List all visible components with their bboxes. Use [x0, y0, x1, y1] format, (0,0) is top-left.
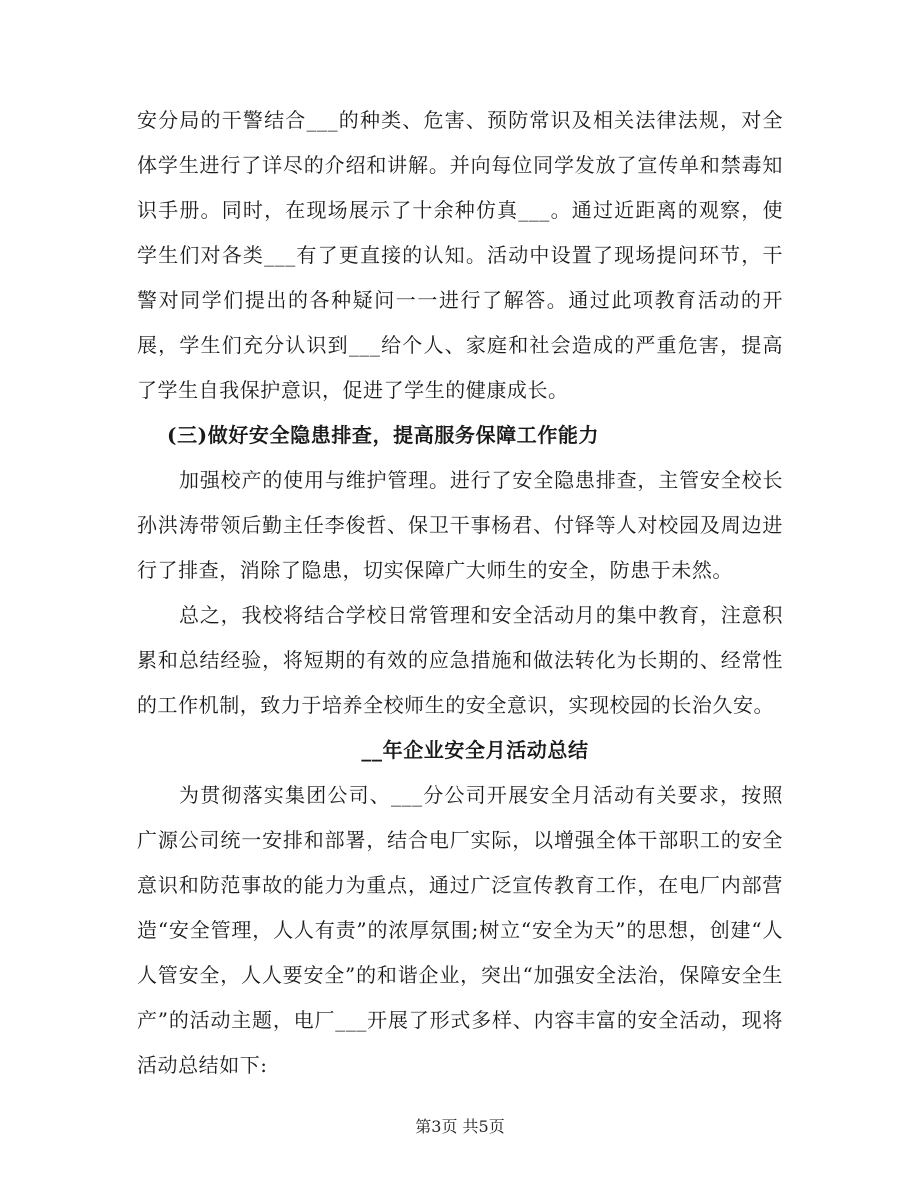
paragraph-conclusion: 总之，我校将结合学校日常管理和安全活动月的集中教育，注意积累和总结经验，将短期的有效的应急措施和做法转化为长期的、经常性的工作机制，致力于培养全校师生的安全意识，实现校园的长治久安。 — [137, 603, 783, 717]
document-title-enterprise-safety-month: __年企业安全月活动总结 — [361, 738, 589, 762]
document-body — [137, 98, 783, 1088]
page-number-footer: 第3页 共5页 — [415, 1117, 505, 1136]
section-heading-safety-inspection: (三)做好安全隐患排查，提高服务保障工作能力 — [167, 423, 600, 447]
paragraph-safety-inspection: 加强校产的使用与维护管理。进行了安全隐患排查，主管安全校长孙洪涛带领后勤主任李俊哲、保卫干事杨君、付铎等人对校园及周边进行了排查，消除了隐患，切实保障广大师生的安全，防患于未然。 — [137, 468, 783, 582]
paragraph-drug-education: 安分局的干警结合___的种类、危害、预防常识及相关法律法规，对全体学生进行了详尽的介绍和讲解。并向每位同学发放了宣传单和禁毒知识手册。同时，在现场展示了十余种仿真___。通过近距离的观察，使学生们对各类___有了更直接的认知。活动中设置了现场提问环节，干警对同学们提出的各种疑问一一进行了解答。通过此项教育活动的开展，学生们充分认识到___给个人、家庭和社会造成的严重危害，提高了学生自我保护意识，促进了学生的健康成长。 — [137, 108, 783, 402]
paragraph-enterprise-intro: 为贯彻落实集团公司、___分公司开展安全月活动有关要求，按照广源公司统一安排和部署，结合电厂实际，以增强全体干部职工的安全意识和防范事故的能力为重点，通过广泛宣传教育工作，在电厂内部营造“安全管理，人人有责”的浓厚氛围;树立“安全为天”的思想，创建“人人管安全，人人要安全”的和谐企业，突出“加强安全法治，保障安全生产”的活动主题，电厂___开展了形式多样、内容丰富的安全活动，现将活动总结如下: — [137, 783, 783, 1077]
